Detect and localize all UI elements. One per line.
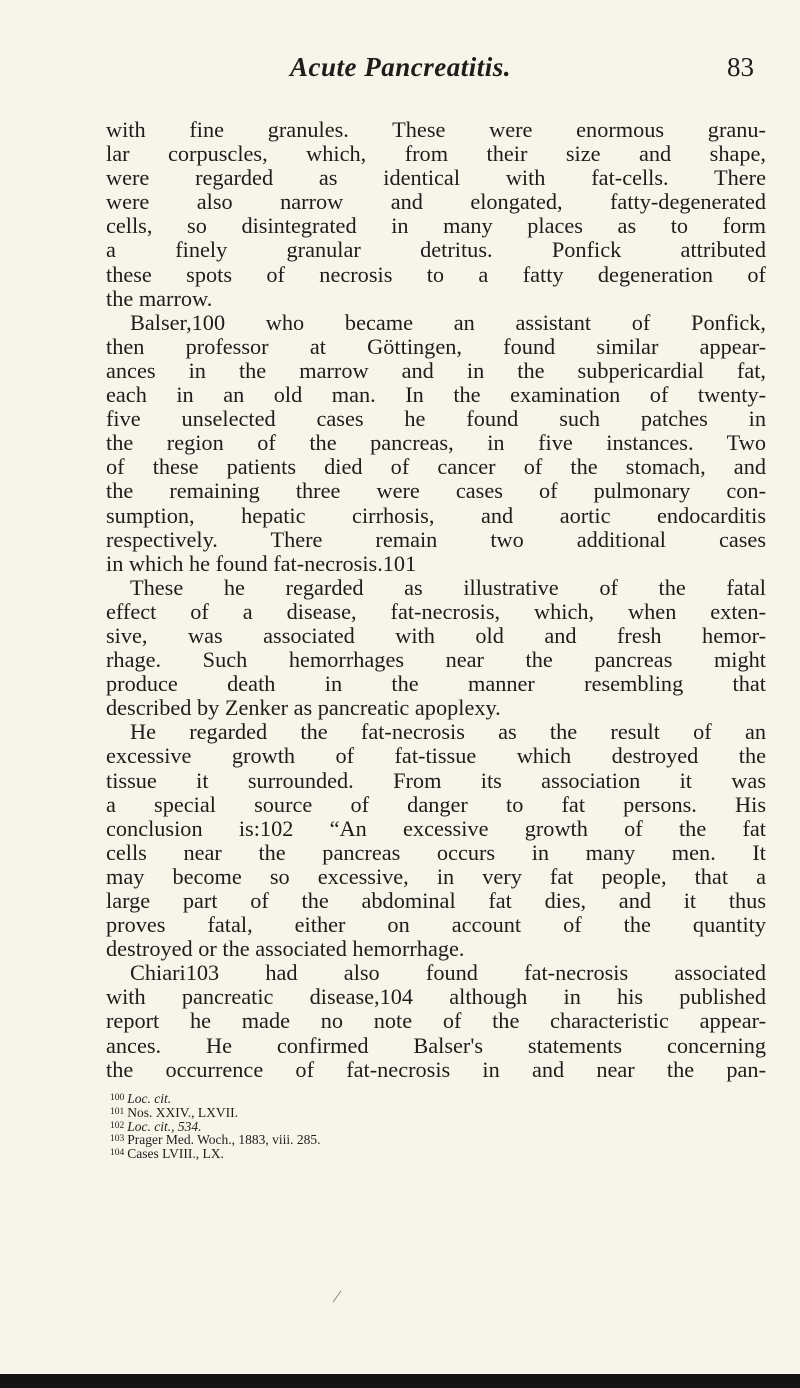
text-line: in which he found fat-necrosis.101: [106, 550, 417, 576]
text-line: sumption, hepatic cirrhosis, and aortic endocarditis: [106, 502, 766, 528]
text-line: may become so excessive, in very fat people, that a: [106, 863, 766, 889]
footnote-text: Loc. cit., 534.: [127, 1118, 202, 1134]
text-line: described by Zenker as pancreatic apoplexy.: [106, 695, 501, 721]
text-line: respectively. There remain two additional cases: [106, 526, 766, 552]
page-number: 83: [727, 52, 754, 82]
text-line: the marrow.: [106, 285, 213, 311]
text-line: effect of a disease, fat-necrosis, which, when exten-: [106, 598, 766, 624]
pencil-mark: [333, 1290, 342, 1302]
text-line: These he regarded as illustrative of the fatal: [130, 574, 766, 600]
text-line: the occurrence of fat-necrosis in and near the pan-: [106, 1056, 766, 1082]
text-line: each in an old man. In the examination of twenty-: [106, 382, 766, 408]
text-line: sive, was associated with old and fresh hemor-: [106, 622, 766, 648]
footnote-text: Loc. cit.: [127, 1091, 172, 1106]
footnote-text: Prager Med. Woch., 1883, viii. 285.: [127, 1132, 321, 1148]
footnote-number: 102: [110, 1120, 125, 1131]
text-line: then professor at Göttingen, found similar appear-: [106, 333, 766, 359]
text-line: the region of the pancreas, in five instances. Two: [106, 430, 766, 456]
text-line: a finely granular detritus. Ponfick attributed: [106, 237, 766, 263]
footnote-text: Cases LVIII., LX.: [127, 1146, 224, 1162]
text-line: of these patients died of cancer of the stomach, and: [106, 454, 766, 480]
text-line: cells, so disintegrated in many places as to form: [106, 213, 766, 239]
body-text: [106, 118, 766, 1082]
text-line: Balser,100 who became an assistant of Ponfick,: [130, 309, 766, 335]
running-title: Acute Pancreatitis.: [290, 52, 511, 82]
footnote-number: 104: [110, 1148, 125, 1159]
text-line: ances in the marrow and in the subpericardial fat,: [106, 357, 766, 383]
text-line: report he made no note of the characteristic appear-: [106, 1008, 766, 1034]
scan-edge-band: [0, 1374, 800, 1388]
text-line: rhage. Such hemorrhages near the pancreas might: [106, 647, 766, 673]
text-line: excessive growth of fat-tissue which destroyed the: [106, 743, 766, 769]
text-line: with fine granules. These were enormous granu-: [106, 117, 766, 142]
text-line: ances. He confirmed Balser's statements concerning: [106, 1032, 766, 1058]
text-line: proves fatal, either on account of the quantity: [106, 912, 766, 938]
text-line: conclusion is:102 “An excessive growth of the fat: [106, 815, 766, 841]
footnote-number: 103: [110, 1134, 125, 1145]
text-line: tissue it surrounded. From its association it was: [106, 767, 766, 793]
text-line: these spots of necrosis to a fatty degeneration of: [106, 261, 766, 287]
text-line: five unselected cases he found such patches in: [106, 406, 766, 432]
text-line: were regarded as identical with fat-cells. There: [106, 165, 766, 191]
text-line: lar corpuscles, which, from their size and shape,: [106, 141, 766, 167]
footnote-number: 100: [110, 1093, 125, 1103]
footnotes: [110, 1092, 530, 1161]
footnote: [110, 1120, 530, 1134]
text-line: with pancreatic disease,104 although in his published: [106, 984, 766, 1010]
footnote: [110, 1133, 530, 1147]
footnote: [110, 1147, 530, 1161]
text-line: the remaining three were cases of pulmonary con-: [106, 478, 766, 504]
footnote: [110, 1106, 530, 1120]
text-line: cells near the pancreas occurs in many men. It: [106, 839, 766, 865]
footnote-number: 101: [110, 1106, 125, 1117]
text-line: were also narrow and elongated, fatty-degenerated: [106, 189, 766, 215]
footnote-text: Nos. XXIV., LXVII.: [127, 1104, 238, 1120]
text-line: a special source of danger to fat persons. His: [106, 791, 766, 817]
text-line: produce death in the manner resembling that: [106, 671, 766, 697]
text-line: Chiari103 had also found fat-necrosis associated: [130, 960, 766, 986]
text-line: He regarded the fat-necrosis as the result of an: [130, 719, 766, 745]
text-line: large part of the abdominal fat dies, and it thus: [106, 888, 766, 913]
footnote: [110, 1092, 530, 1106]
text-line: destroyed or the associated hemorrhage.: [106, 936, 465, 962]
